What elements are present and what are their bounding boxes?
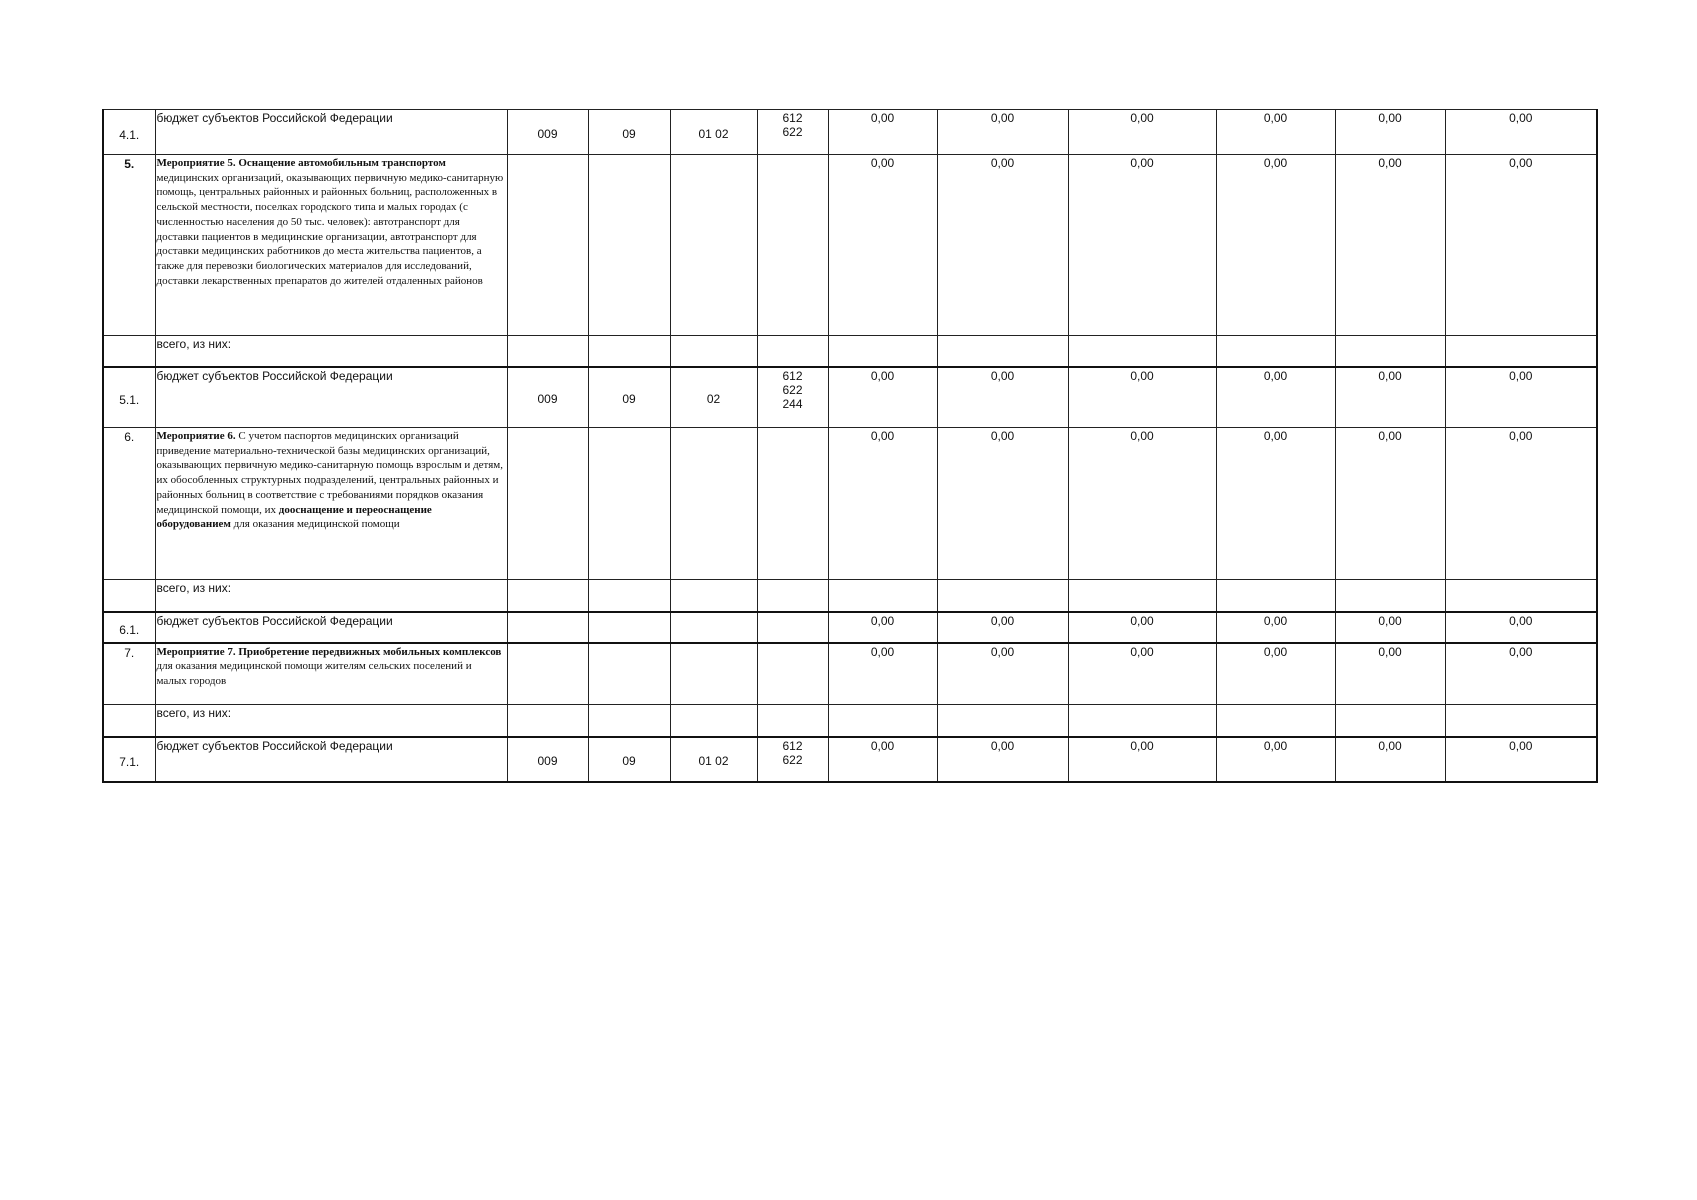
value-cell: 0,00	[828, 643, 937, 705]
row-name: Мероприятие 6. С учетом паспортов медицинских организаций приведение материально-технической базы медицинских организаций, оказывающих первичную медико-санитарную помощь взрослым и детям, их обособленных структурных подразделений, центральных районных и районных больниц в соответствие с требованиями порядков оказания медицинской помощи, их дооснащение и переоснащение оборудованием для оказания медицинской помощи	[155, 428, 507, 580]
vr-code	[757, 336, 828, 367]
value-cell: 0,00	[1216, 737, 1335, 782]
row-number: 5.	[103, 155, 155, 336]
row-name: всего, из них:	[155, 336, 507, 367]
row-name: бюджет субъектов Российской Федерации	[155, 612, 507, 643]
value-cell: 0,00	[1335, 737, 1445, 782]
value-cell: 0,00	[937, 155, 1068, 336]
grbs-code	[507, 705, 588, 737]
value-cell: 0,00	[1216, 643, 1335, 705]
value-cell: 0,00	[1068, 155, 1216, 336]
row-name: Мероприятие 7. Приобретение передвижных мобильных комплексов для оказания медицинской помощи жителям сельских поселений и малых городов	[155, 643, 507, 705]
csr-code	[670, 428, 757, 580]
csr-code	[670, 705, 757, 737]
row-number: 5.1.	[103, 367, 155, 428]
value-cell	[1335, 336, 1445, 367]
value-cell: 0,00	[1445, 155, 1597, 336]
value-cell: 0,00	[1216, 612, 1335, 643]
value-cell: 0,00	[1068, 643, 1216, 705]
vr-code	[757, 155, 828, 336]
row-number: 4.1.	[103, 110, 155, 155]
row-number: 6.	[103, 428, 155, 580]
value-cell: 0,00	[1335, 428, 1445, 580]
value-cell	[828, 705, 937, 737]
value-cell	[1445, 580, 1597, 612]
grbs-code: 009	[507, 737, 588, 782]
rz-code	[588, 705, 670, 737]
row-number	[103, 580, 155, 612]
table-row	[103, 367, 1597, 428]
value-cell	[1445, 705, 1597, 737]
row-number	[103, 705, 155, 737]
table-row	[103, 110, 1597, 155]
value-cell: 0,00	[1445, 367, 1597, 428]
csr-code: 01 02	[670, 110, 757, 155]
rz-code	[588, 580, 670, 612]
value-cell: 0,00	[828, 367, 937, 428]
csr-code	[670, 336, 757, 367]
csr-code	[670, 155, 757, 336]
value-cell	[828, 336, 937, 367]
grbs-code	[507, 580, 588, 612]
table-row	[103, 428, 1597, 580]
table-row	[103, 643, 1597, 705]
row-name: бюджет субъектов Российской Федерации	[155, 737, 507, 782]
value-cell: 0,00	[1335, 612, 1445, 643]
value-cell: 0,00	[937, 643, 1068, 705]
table-row	[103, 737, 1597, 782]
value-cell	[937, 336, 1068, 367]
value-cell: 0,00	[937, 737, 1068, 782]
row-name: Мероприятие 5. Оснащение автомобильным транспортом медицинских организаций, оказывающих первичную медико-санитарную помощь, центральных районных и районных больниц, расположенных в сельской местности, поселках городского типа и малых городах (с численностью населения до 50 тыс. человек): автотранспорт для доставки пациентов в медицинские организации, автотранспорт для доставки медицинских работников до места жительства пациентов, а также для перевозки биологических материалов для исследований, доставки лекарственных препаратов до жителей отдаленных районов	[155, 155, 507, 336]
grbs-code	[507, 612, 588, 643]
value-cell: 0,00	[1216, 428, 1335, 580]
grbs-code: 009	[507, 367, 588, 428]
value-cell: 0,00	[1445, 428, 1597, 580]
table-row	[103, 705, 1597, 737]
grbs-code	[507, 336, 588, 367]
grbs-code	[507, 428, 588, 580]
value-cell: 0,00	[1335, 155, 1445, 336]
vr-code	[757, 705, 828, 737]
value-cell: 0,00	[828, 612, 937, 643]
table-row	[103, 155, 1597, 336]
value-cell	[1335, 705, 1445, 737]
table-row	[103, 336, 1597, 367]
value-cell: 0,00	[1216, 367, 1335, 428]
value-cell	[937, 580, 1068, 612]
value-cell: 0,00	[1068, 428, 1216, 580]
value-cell	[1216, 705, 1335, 737]
vr-code: 612 622 244	[757, 367, 828, 428]
value-cell: 0,00	[937, 428, 1068, 580]
csr-code	[670, 580, 757, 612]
rz-code	[588, 336, 670, 367]
value-cell: 0,00	[1335, 643, 1445, 705]
value-cell	[1445, 336, 1597, 367]
rz-code	[588, 155, 670, 336]
value-cell	[937, 705, 1068, 737]
value-cell	[1216, 580, 1335, 612]
value-cell: 0,00	[937, 367, 1068, 428]
row-name: бюджет субъектов Российской Федерации	[155, 110, 507, 155]
csr-code	[670, 612, 757, 643]
vr-code: 612 622	[757, 110, 828, 155]
event-title: Мероприятие 6.	[156, 430, 236, 442]
row-number: 7.1.	[103, 737, 155, 782]
value-cell: 0,00	[937, 110, 1068, 155]
row-name: всего, из них:	[155, 705, 507, 737]
value-cell: 0,00	[937, 612, 1068, 643]
value-cell	[1068, 705, 1216, 737]
value-cell	[1068, 336, 1216, 367]
rz-code	[588, 428, 670, 580]
value-cell	[1335, 580, 1445, 612]
row-number	[103, 336, 155, 367]
grbs-code	[507, 643, 588, 705]
grbs-code	[507, 155, 588, 336]
rz-code	[588, 643, 670, 705]
value-cell: 0,00	[828, 737, 937, 782]
value-cell: 0,00	[828, 428, 937, 580]
csr-code	[670, 643, 757, 705]
table-row	[103, 580, 1597, 612]
rz-code: 09	[588, 367, 670, 428]
row-number: 7.	[103, 643, 155, 705]
value-cell: 0,00	[1068, 367, 1216, 428]
budget-table	[102, 109, 1598, 783]
row-name: бюджет субъектов Российской Федерации	[155, 367, 507, 428]
row-name: всего, из них:	[155, 580, 507, 612]
vr-code: 612 622	[757, 737, 828, 782]
grbs-code: 009	[507, 110, 588, 155]
event-title: Мероприятие 5. Оснащение автомобильным транспортом	[156, 157, 446, 169]
value-cell	[1068, 580, 1216, 612]
value-cell: 0,00	[1445, 612, 1597, 643]
value-cell	[828, 580, 937, 612]
vr-code	[757, 612, 828, 643]
value-cell: 0,00	[1216, 155, 1335, 336]
value-cell: 0,00	[1445, 737, 1597, 782]
value-cell: 0,00	[1445, 643, 1597, 705]
value-cell	[1216, 336, 1335, 367]
vr-code	[757, 643, 828, 705]
rz-code: 09	[588, 737, 670, 782]
value-cell: 0,00	[828, 155, 937, 336]
csr-code: 01 02	[670, 737, 757, 782]
value-cell: 0,00	[1335, 110, 1445, 155]
value-cell: 0,00	[1068, 110, 1216, 155]
value-cell: 0,00	[1068, 612, 1216, 643]
value-cell: 0,00	[1445, 110, 1597, 155]
rz-code: 09	[588, 110, 670, 155]
rz-code	[588, 612, 670, 643]
event-title: Мероприятие 7. Приобретение передвижных мобильных комплексов	[156, 645, 502, 658]
row-number: 6.1.	[103, 612, 155, 643]
vr-code	[757, 580, 828, 612]
vr-code	[757, 428, 828, 580]
csr-code: 02	[670, 367, 757, 428]
value-cell: 0,00	[1216, 110, 1335, 155]
value-cell: 0,00	[1068, 737, 1216, 782]
value-cell: 0,00	[1335, 367, 1445, 428]
table-row	[103, 612, 1597, 643]
value-cell: 0,00	[828, 110, 937, 155]
